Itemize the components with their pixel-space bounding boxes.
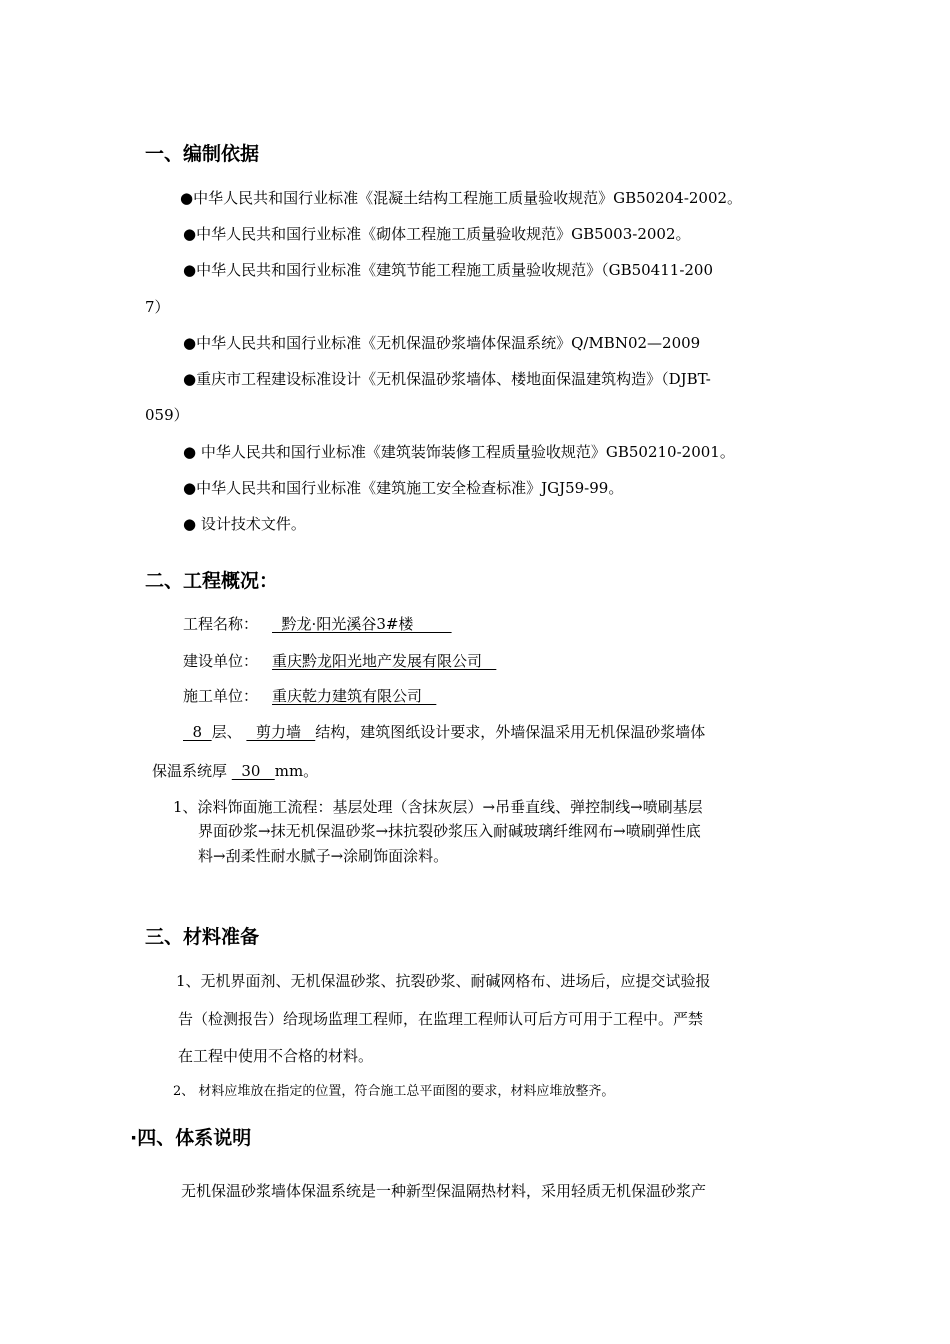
thickness-value: 30 [231, 762, 275, 780]
reference-item: ●中华人民共和国行业标准《建筑施工安全检查标准》JGJ59-99。 [183, 479, 624, 497]
contractor-row [183, 685, 436, 707]
thickness-prefix: 保温系统厚 [152, 762, 232, 780]
materials-paragraph-line: 在工程中使用不合格的材料。 [178, 1047, 374, 1065]
reference-item: ● 设计技术文件。 [183, 515, 306, 533]
builder-row [183, 650, 496, 672]
process-line: 料→刮柔性耐水腻子→涂刷饰面涂料。 [198, 847, 449, 865]
structure-suffix: 结构，建筑图纸设计要求，外墙保温采用无机保温砂浆墙体 [315, 723, 706, 741]
reference-item-continued: 7） [145, 298, 170, 316]
structure-value: 剪力墙 [246, 723, 316, 741]
thickness-unit: mm。 [274, 762, 319, 780]
floors-value: 8 [183, 723, 212, 741]
contractor-value: 重庆乾力建筑有限公司 [272, 687, 437, 705]
contractor-label: 施工单位： [183, 687, 259, 705]
reference-item: ●中华人民共和国行业标准《砌体工程施工质量验收规范》GB5003-2002。 [183, 225, 691, 243]
reference-item: ●中华人民共和国行业标准《建筑节能工程施工质量验收规范》（GB50411-200 [183, 261, 714, 279]
materials-paragraph-line: 告（检测报告）给现场监理工程师，在监理工程师认可后方可用于工程中。严禁 [178, 1010, 704, 1028]
process-line: 界面砂浆→抹无机保温砂浆→抹抗裂砂浆压入耐碱玻璃纤维网布→喷刷弹性底 [198, 822, 701, 840]
project-name-label: 工程名称： [183, 615, 259, 633]
reference-item: ● 中华人民共和国行业标准《建筑装饰装修工程质量验收规范》GB50210-2001。 [183, 443, 735, 461]
section-2-heading: 二、工程概况： [145, 570, 279, 592]
reference-item-continued: 059） [145, 406, 189, 424]
reference-item: ●中华人民共和国行业标准《混凝土结构工程施工质量验收规范》GB50204-2002。 [180, 189, 743, 207]
section-4-heading: ·四、体系说明 [130, 1127, 252, 1149]
thickness-row [152, 760, 318, 782]
builder-label: 建设单位： [183, 652, 259, 670]
reference-item: ●中华人民共和国行业标准《无机保温砂浆墙体保温系统》Q/MBN02—2009 [183, 334, 701, 352]
section-3-heading: 三、材料准备 [145, 926, 260, 948]
builder-value: 重庆黔龙阳光地产发展有限公司 [272, 652, 497, 670]
section-1-heading: 一、编制依据 [145, 143, 260, 165]
process-line: 1、涂料饰面施工流程：基层处理（含抹灰层）→吊垂直线、弹控制线→喷刷基层 [173, 798, 703, 816]
structure-row [183, 721, 705, 743]
materials-paragraph-line: 1、无机界面剂、无机保温砂浆、抗裂砂浆、耐碱网格布、进场后，应提交试验报 [176, 972, 711, 990]
project-name-row [183, 613, 452, 635]
materials-paragraph-2: 2、 材料应堆放在指定的位置，符合施工总平面图的要求，材料应堆放整齐。 [173, 1084, 615, 1099]
system-description-line: 无机保温砂浆墙体保温系统是一种新型保温隔热材料，采用轻质无机保温砂浆产 [181, 1182, 707, 1200]
project-name-value: 黔龙·阳光溪谷3#楼 [272, 615, 452, 633]
floors-suffix: 层、 [211, 723, 247, 741]
reference-item: ●重庆市工程建设标准设计《无机保温砂浆墙体、楼地面保温建筑构造》（DJBT- [183, 370, 711, 388]
